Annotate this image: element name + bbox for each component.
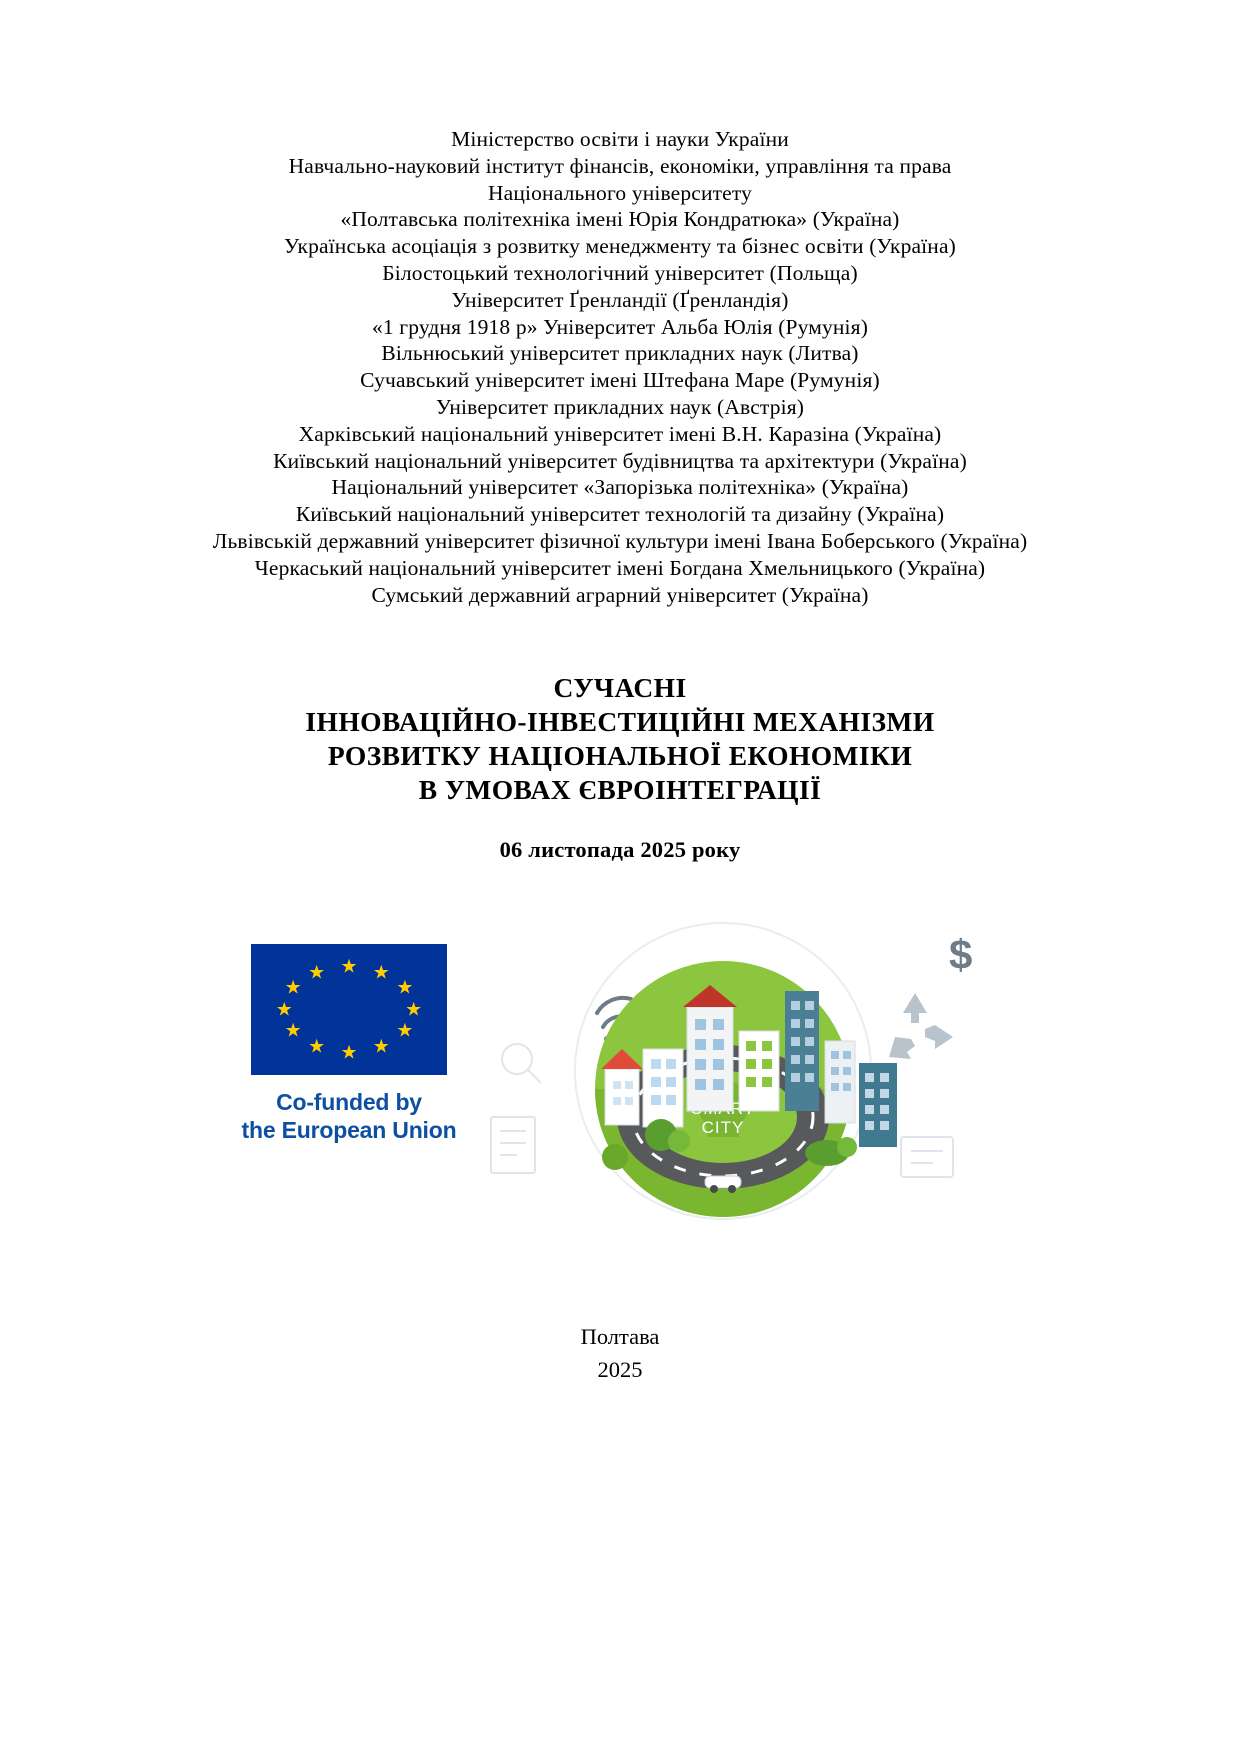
eu-star-icon: ★ — [308, 962, 326, 983]
footer-year: 2025 — [597, 1357, 643, 1382]
organisations-list — [0, 0, 1240, 608]
title-line: В УМОВАХ ЄВРОІНТЕГРАЦІЇ — [418, 774, 822, 806]
title-line: РОЗВИТКУ НАЦІОНАЛЬНОЇ ЕКОНОМІКИ — [327, 740, 913, 772]
organisation-line: Сумський державний аграрний університет (Україна) — [371, 582, 869, 607]
smart-city-svg — [455, 921, 995, 1231]
organisation-line: Харківський національний університет імені В.Н. Каразіна (Україна) — [298, 421, 942, 446]
eu-star-icon: ★ — [275, 999, 293, 1021]
organisation-line: Київський національний університет технологій та дизайну (Україна) — [295, 502, 945, 527]
organisation-line: Київський національний університет будівництва та архітектури (Україна) — [273, 448, 967, 473]
eu-star-icon: ★ — [340, 956, 358, 978]
organisation-line: Вільнюський університет прикладних наук (Литва) — [381, 341, 859, 366]
organisation-line: Навчально-науковий інститут фінансів, економіки, управління та права — [288, 153, 952, 178]
organisation-line: Сучавський університет імені Штефана Маре (Румунія) — [360, 368, 880, 393]
dollar-sign-icon: $ — [949, 931, 973, 979]
eu-star-icon: ★ — [405, 999, 423, 1021]
organisation-line: Університет Ґренландії (Ґренландія) — [451, 287, 789, 312]
eu-cofunded-logo — [240, 944, 458, 1144]
eu-star-icon: ★ — [396, 1020, 414, 1042]
footer — [0, 1320, 1240, 1386]
title-line: СУЧАСНІ — [553, 672, 687, 704]
footer-city: Полтава — [580, 1324, 660, 1349]
organisation-line: Білостоцький технологічний університет (Польща) — [382, 260, 858, 285]
title-line: ІННОВАЦІЙНО-ІНВЕСТИЦІЙНІ МЕХАНІЗМИ — [305, 706, 935, 738]
eu-star-icon: ★ — [284, 977, 302, 999]
eu-star-icon: ★ — [372, 1036, 390, 1058]
logos-row — [0, 921, 1240, 1231]
organisation-line: Національний університет «Запорізька політехніка» (Україна) — [331, 475, 909, 500]
svg-text:CITY: CITY — [701, 1118, 745, 1138]
organisation-line: Черкаський національний університет імені Богдана Хмельницького (Україна) — [254, 555, 986, 580]
organisation-line: «1 грудня 1918 р» Університет Альба Юлія (Румунія) — [371, 314, 869, 339]
eu-star-icon: ★ — [308, 1036, 326, 1058]
event-date: 06 листопада 2025 року — [499, 837, 741, 863]
organisation-line: Національного університету — [487, 180, 753, 205]
page-title — [0, 671, 1240, 807]
eu-star-icon: ★ — [340, 1042, 358, 1064]
organisation-line: Українська асоціація з розвитку менеджменту та бізнес освіти (Україна) — [284, 234, 956, 259]
organisation-line: Міністерство освіти і науки України — [451, 127, 789, 151]
organisation-line: Університет прикладних наук (Австрія) — [435, 394, 805, 419]
eu-flag-icon — [251, 944, 447, 1075]
eu-logo-caption — [240, 1088, 458, 1144]
organisation-line: Львівській державний університет фізичної культури імені Івана Боберського (Україна) — [212, 528, 1028, 553]
smart-city-illustration — [455, 921, 995, 1231]
organisation-line: «Полтавська політехніка імені Юрія Кондратюка» (Україна) — [340, 207, 900, 232]
eu-star-icon: ★ — [284, 1020, 302, 1042]
eu-star-icon: ★ — [396, 977, 414, 999]
eu-star-icon: ★ — [372, 962, 390, 983]
eu-caption-line-1: Co-funded by — [276, 1089, 422, 1116]
eu-caption-line-2: the European Union — [241, 1117, 457, 1144]
